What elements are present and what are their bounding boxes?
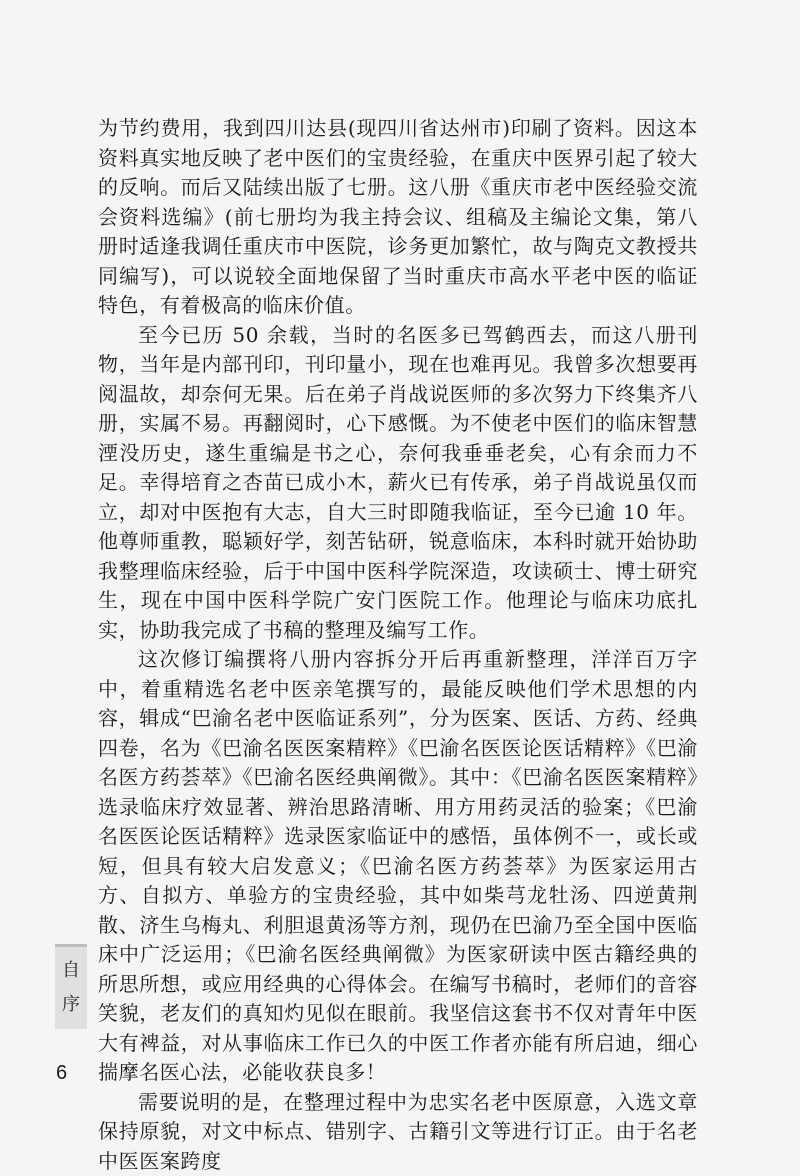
paragraph-1: 为节约费用，我到四川达县(现四川省达州市)印刷了资料。因这本资料真实地反映了老中医们的宝贵经验，在重庆中医界引起了较大的反响。而后又陆续出版了七册。这八册《重庆市老中医经验交流会资料选编》(前七册均为我主持会议、组稿及主编论文集，第八册时适逢我调任重庆市中医院，诊务更加繁忙，故与陶克文教授共同编写)，可以说较全面地保留了当时重庆市高水平老中医的临证特色，有着极高的临床价值。 <box>98 114 698 321</box>
side-tab-char-2: 序 <box>62 994 80 1016</box>
paragraph-3: 这次修订编撰将八册内容拆分开后再重新整理，洋洋百万字中，着重精选名老中医亲笔撰写的，最能反映他们学术思想的内容，辑成“巴渝名老中医临证系列”，分为医案、医话、方药、经典四卷，名为《巴渝名医医案精粹》《巴渝名医医论医话精粹》《巴渝名医方药荟萃》《巴渝名医经典阐微》。其中：《巴渝名医医案精粹》选录临床疗效显著、辨治思路清晰、用方用药灵活的验案；《巴渝名医医论医话精粹》选录医家临证中的感悟，虽体例不一，或长或短，但具有较大启发意义；《巴渝名医方药荟萃》为医家运用古方、自拟方、单验方的宝贵经验，其中如柴芎龙牡汤、四逆黄荆散、济生乌梅丸、利胆退黄汤等方剂，现仍在巴渝乃至全国中医临床中广泛运用；《巴渝名医经典阐微》为医家研读中医古籍经典的所思所想，或应用经典的心得体会。在编写书稿时，老师们的音容笑貌，老友们的真知灼见似在眼前。我坚信这套书不仅对青年中医大有裨益，对从事临床工作已久的中医工作者亦能有所启迪，细心揣摩名医心法，必能收获良多！ <box>98 645 698 1088</box>
body-text <box>98 114 698 1176</box>
paragraph-2: 至今已历 50 余载，当时的名医多已驾鹤西去，而这八册刊物，当年是内部刊印，刊印量小，现在也难再见。我曾多次想要再阅温故，却奈何无果。后在弟子肖战说医师的多次努力下终集齐八册，实属不易。再翻阅时，心下感慨。为不使老中医们的临床智慧湮没历史，遂生重编是书之心，奈何我垂垂老矣，心有余而力不足。幸得培育之杏苗已成小木，薪火已有传承，弟子肖战说虽仅而立，却对中医抱有大志，自大三时即随我临证，至今已逾 10 年。他尊师重教，聪颖好学，刻苦钻研，锐意临床，本科时就开始协助我整理临床经验，后于中国中医科学院深造，攻读硕士、博士研究生，现在中国中医科学院广安门医院工作。他理论与临床功底扎实，协助我完成了书稿的整理及编写工作。 <box>98 321 698 646</box>
section-side-tab <box>55 944 87 1029</box>
side-tab-char-1: 自 <box>62 960 80 982</box>
paragraph-4: 需要说明的是，在整理过程中为忠实名老中医原意，入选文章保持原貌，对文中标点、错别字、古籍引文等进行订正。由于名老中医医案跨度 <box>98 1088 698 1176</box>
page-number: 6 <box>56 1062 67 1085</box>
